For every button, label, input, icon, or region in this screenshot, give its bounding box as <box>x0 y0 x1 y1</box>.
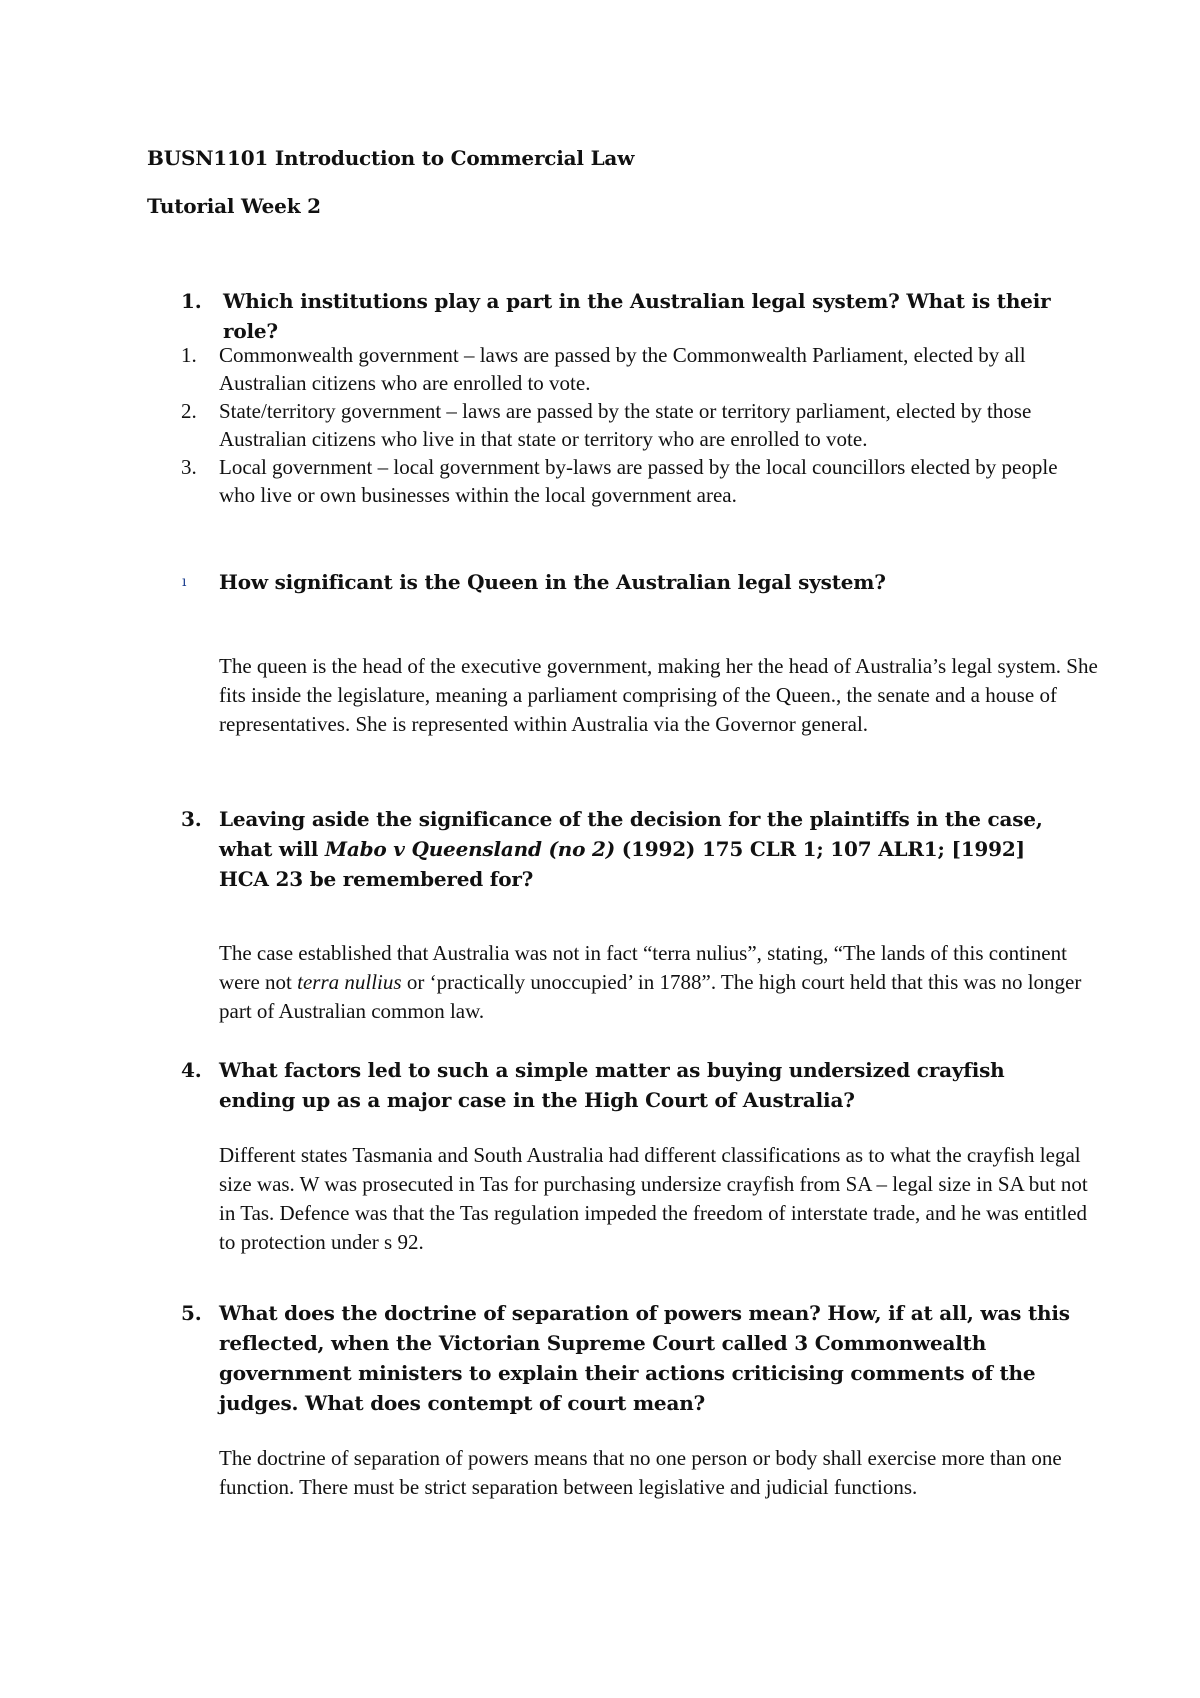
answer-text: The queen is the head of the executive government, making her the head of Australia’s legal system. She fits inside the legislature, meaning a parliament comprising of the Queen., the senate and a house of representatives. She is represented within Australia via the Governor general. <box>219 654 1098 736</box>
question-4 <box>181 1055 1081 1115</box>
list-item <box>181 453 1081 509</box>
institutions-list <box>181 341 1081 509</box>
question-number: 5. <box>181 1301 202 1325</box>
course-title: BUSN1101 Introduction to Commercial Law <box>147 146 635 170</box>
question-number: 3. <box>181 807 202 831</box>
question-text: Which institutions play a part in the Australian legal system? What is their role? <box>223 289 1051 343</box>
list-item-number: 2. <box>181 399 197 423</box>
list-item-text: Local government – local government by-laws are passed by the local councillors elected by people who live or own businesses within the local government area. <box>219 455 1058 507</box>
answer-3 <box>219 939 1099 1026</box>
question-number: 1. <box>181 289 202 313</box>
question-text: Leaving aside the significance of the decision for the plaintiffs in the case, what will Mabo v Queensland (no 2) (1992) 175 CLR 1; 107 ALR1; [1992] HCA 23 be remembered for? <box>219 807 1043 891</box>
answer-2 <box>219 652 1099 739</box>
list-item-number: 1. <box>181 343 197 367</box>
question-text: What factors led to such a simple matter as buying undersized crayfish ending up as a major case in the High Court of Australia? <box>219 1058 1005 1112</box>
list-item-text: Commonwealth government – laws are passed by the Commonwealth Parliament, elected by all Australian citizens who are enrolled to vote. <box>219 343 1026 395</box>
answer-text: Different states Tasmania and South Australia had different classifications as to what the crayfish legal size was. W was prosecuted in Tas for purchasing undersize crayfish from SA – legal size in SA but not in Tas. Defence was that the Tas regulation impeded the freedom of interstate trade, and he was entitled to protection under s 92. <box>219 1143 1088 1254</box>
question-1 <box>181 286 1081 346</box>
question-number: 4. <box>181 1058 202 1082</box>
list-item-text: State/territory government – laws are passed by the state or territory parliament, elected by those Australian citizens who live in that state or territory who are enrolled to vote. <box>219 399 1032 451</box>
question-text: What does the doctrine of separation of powers mean? How, if at all, was this reflected, when the Victorian Supreme Court called 3 Commonwealth government ministers to explain their actions criticising comments of the judges. What does contempt of court mean? <box>219 1301 1070 1415</box>
question-2 <box>181 567 1081 597</box>
tutorial-title: Tutorial Week 2 <box>147 194 321 218</box>
list-item <box>181 341 1081 397</box>
question-text: How significant is the Queen in the Australian legal system? <box>219 570 886 594</box>
list-item-number: 3. <box>181 455 197 479</box>
question-3 <box>181 804 1081 894</box>
answer-text: The case established that Australia was not in fact “terra nulius”, stating, “The lands of this continent were not terra nullius or ‘practically unoccupied’ in 1788”. The high court held that this was no longer part of Australian common law. <box>219 941 1082 1023</box>
answer-5 <box>219 1444 1099 1502</box>
list-item <box>181 397 1081 453</box>
list-bullet: ı <box>182 574 187 590</box>
answer-4 <box>219 1141 1099 1257</box>
question-5 <box>181 1298 1081 1418</box>
answer-text: The doctrine of separation of powers means that no one person or body shall exercise more than one function. There must be strict separation between legislative and judicial functions. <box>219 1446 1062 1499</box>
latin-term: terra nullius <box>297 970 402 994</box>
case-name: Mabo v Queensland (no 2) <box>324 837 616 861</box>
